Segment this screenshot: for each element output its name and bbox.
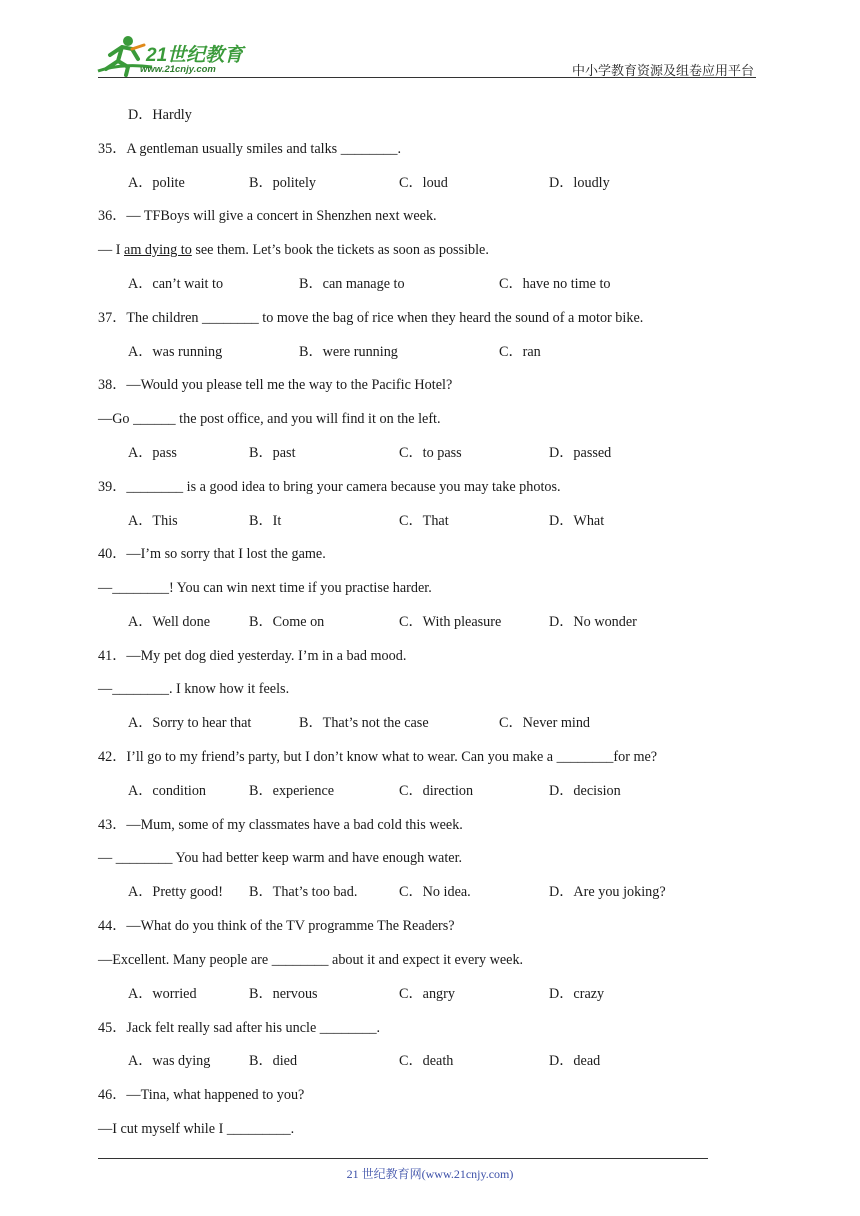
answer-option: B．politely [249, 175, 316, 191]
answer-option: C．No idea. [399, 884, 471, 900]
answer-option: A．was running [128, 344, 223, 360]
answer-option: A．Pretty good! [128, 884, 223, 900]
answer-option: D．decision [549, 783, 621, 799]
answer-option: C．ran [499, 344, 541, 360]
answer-option: B．were running [299, 344, 398, 360]
question-line: 38．—Would you please tell me the way to the Pacific Hotel? [98, 377, 453, 393]
question-line: 36．— TFBoys will give a concert in Shenzhen next week. [98, 208, 437, 224]
question-line: 43．—Mum, some of my classmates have a bad cold this week. [98, 817, 463, 833]
question-line: 41．—My pet dog died yesterday. I’m in a bad mood. [98, 648, 407, 664]
answer-option: B．died [249, 1053, 298, 1069]
question-line: 40．—I’m so sorry that I lost the game. [98, 546, 326, 562]
answer-option: A．can’t wait to [128, 276, 224, 292]
question-text-after: see them. Let’s book the tickets as soon as possible. [191, 242, 489, 258]
answer-option: B．past [249, 445, 296, 461]
question-line: 45．Jack felt really sad after his uncle ________. [98, 1020, 381, 1036]
header-divider [98, 77, 756, 78]
footer-text: 21 世纪教育网(www.21cnjy.com) [346, 1167, 514, 1181]
answer-option: B．Come on [249, 614, 325, 630]
answer-option: C．Never mind [499, 715, 591, 731]
answer-option: A．polite [128, 175, 185, 191]
answer-option: B．That’s not the case [299, 715, 429, 731]
answer-option: D．Hardly [128, 107, 192, 123]
logo-url: www.21cnjy.com [140, 64, 216, 75]
answer-option: A．worried [128, 986, 197, 1002]
question-line: —Go ______ the post office, and you will find it on the left. [98, 411, 441, 427]
answer-option: B．nervous [249, 986, 318, 1002]
answer-option: C．With pleasure [399, 614, 502, 630]
answer-option: A．was dying [128, 1053, 211, 1069]
header-platform-text: 中小学教育资源及组卷应用平台 [571, 64, 754, 79]
answer-option: C．loud [399, 175, 448, 191]
question-line: 42．I’ll go to my friend’s party, but I don’t know what to wear. Can you make a ________for me? [98, 749, 658, 765]
answer-option: C．have no time to [499, 276, 611, 292]
question-line: 44．—What do you think of the TV programme The Readers? [98, 918, 455, 934]
question-line: 37．The children ________ to move the bag of rice when they heard the sound of a motor bike. [98, 310, 644, 326]
answer-option: B．experience [249, 783, 335, 799]
question-line: —Excellent. Many people are ________ about it and expect it every week. [98, 952, 524, 968]
question-line: —I cut myself while I _________. [98, 1121, 295, 1137]
answer-option: A．pass [128, 445, 177, 461]
answer-option: A．condition [128, 783, 207, 799]
answer-option: B．It [249, 513, 282, 529]
question-line: —________! You can win next time if you practise harder. [98, 580, 432, 596]
question-text-before: — I [98, 242, 125, 258]
answer-option: D．What [549, 513, 605, 529]
question-line: 39．________ is a good idea to bring your camera because you may take photos. [98, 479, 561, 495]
question-line [98, 240, 489, 260]
answer-option: D．dead [549, 1053, 601, 1069]
question-line: 35．A gentleman usually smiles and talks ________. [98, 141, 402, 157]
question-line: — ________ You had better keep warm and have enough water. [98, 850, 463, 866]
logo-text: 21世纪教育 [146, 45, 244, 66]
answer-option: A．Sorry to hear that [128, 715, 252, 731]
answer-option: C．to pass [399, 445, 462, 461]
answer-option: C．angry [399, 986, 455, 1002]
answer-option: B．can manage to [299, 276, 405, 292]
answer-option: A．This [128, 513, 178, 529]
question-line: 46．—Tina, what happened to you? [98, 1087, 305, 1103]
answer-option: D．loudly [549, 175, 610, 191]
question-line: —________. I know how it feels. [98, 681, 290, 697]
answer-option: B．That’s too bad. [249, 884, 358, 900]
underlined-phrase: am dying to [124, 242, 192, 258]
answer-option: A．Well done [128, 614, 210, 630]
answer-option: C．That [399, 513, 449, 529]
answer-option: D．passed [549, 445, 612, 461]
page-header [0, 0, 860, 80]
answer-option: D．Are you joking? [549, 884, 666, 900]
answer-option: D．No wonder [549, 614, 637, 630]
answer-option: C．death [399, 1053, 454, 1069]
answer-option: C．direction [399, 783, 474, 799]
answer-option: D．crazy [549, 986, 605, 1002]
footer-divider [98, 1158, 708, 1159]
